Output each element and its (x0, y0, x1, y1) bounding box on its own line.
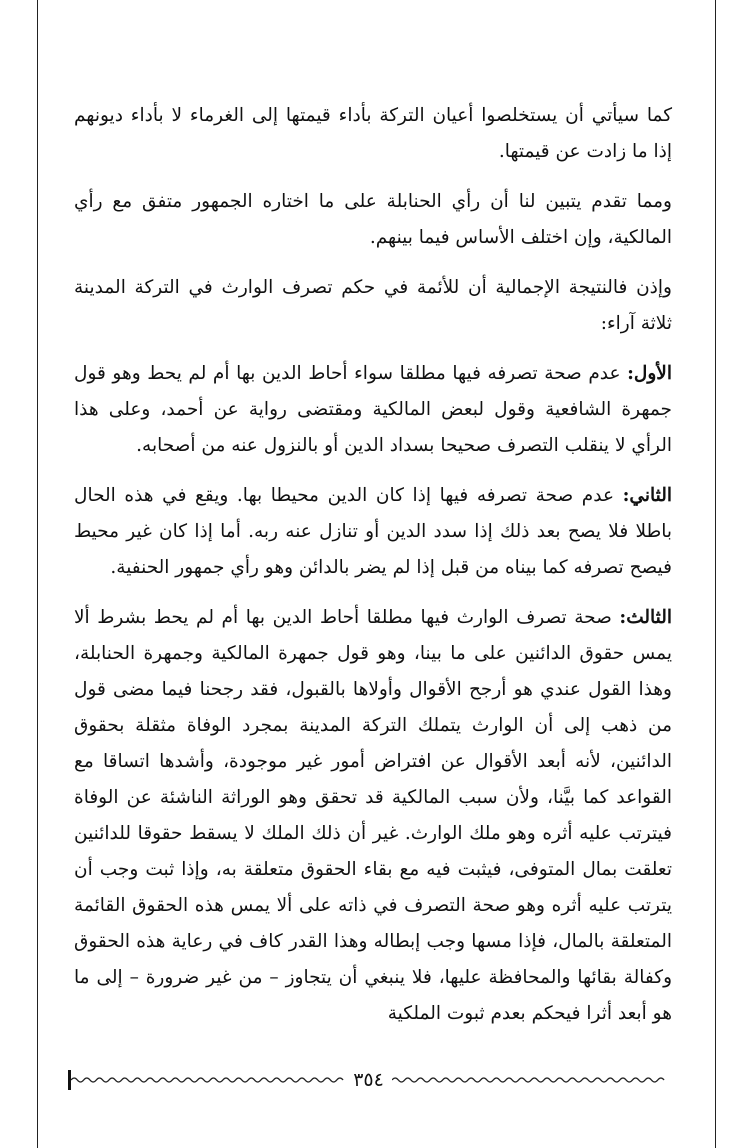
paragraph-opinion-3 (74, 600, 672, 1032)
body-text (74, 98, 672, 1032)
footer-wave-right (392, 1075, 666, 1085)
paragraph-text: عدم صحة تصرفه فيها إذا كان الدين محيطا بها. ويقع في هذه الحال باطلا فلا يصح بعد ذلك إذا سدد الدين أو تنازل عنه ربه. أما إذا كان غير محيط فيصح تصرفه كما بيناه من قبل إذا لم يضر بالدائن وهو رأي جمهور الحنفية. (74, 485, 672, 578)
paragraph-1 (74, 98, 672, 170)
paragraph-2 (74, 184, 672, 256)
footer-wave-left (71, 1075, 345, 1085)
paragraph-opinion-1 (74, 356, 672, 464)
paragraph-text: وإذن فالنتيجة الإجمالية أن للأئمة في حكم تصرف الوارث في التركة المدينة ثلاثة آراء: (74, 277, 672, 334)
opinion-label: الثالث: (619, 607, 672, 628)
paragraph-opinion-2 (74, 478, 672, 586)
paragraph-3 (74, 270, 672, 342)
opinion-label: الثاني: (622, 485, 672, 506)
opinion-label: الأول: (627, 363, 672, 384)
paragraph-text: كما سيأتي أن يستخلصوا أعيان التركة بأداء قيمتها إلى الغرماء لا بأداء ديونهم إذا ما زادت عن قيمتها. (74, 105, 672, 162)
paragraph-text: صحة تصرف الوارث فيها مطلقا أحاط الدين بها أم لم يحط بشرط ألا يمس حقوق الدائنين على ما بينا، وهو قول جمهرة المالكية وجمهرة الحنابلة، وهذا القول عندي هو أرجح الأقوال وأولاها بالقبول، فقد رجحنا فيما مضى قول من ذهب إلى أن الوارث يتملك التركة المدينة بمجرد الوفاة مثقلة بحقوق الدائنين، لأنه أبعد الأقوال عن افتراض أمور غير موجودة، وأشدها اتساقا مع القواعد كما بيَّنا، ولأن سبب المالكية قد تحقق وهو الوراثة الناشئة عن الوفاة فيترتب عليه أثره وهو ملك الوارث. غير أن ذلك الملك لا يسقط حقوقا للدائنين تعلقت بمال المتوفى، فيثبت فيه مع بقاء الحقوق متعلقة به، وإذا ثبت وجب أن يترتب عليه أثره وهو صحة التصرف في ذاته على ألا يمس هذه الحقوق القائمة المتعلقة بالمال، فإذا مسها وجب إبطاله وهذا القدر كاف في رعاية هذه الحقوق وكفالة بقائها والمحافظة عليها، فلا ينبغي أن يتجاوز – من غير ضرورة – إلى ما هو أبعد أثرا فيحكم بعدم ثبوت الملكية (74, 607, 672, 1024)
page-footer (66, 1066, 666, 1094)
page-number: ٣٥٤ (353, 1069, 384, 1091)
paragraph-text: عدم صحة تصرفه فيها مطلقا سواء أحاط الدين بها أم لم يحط وهو قول جمهرة الشافعية وقول لبعض المالكية ومقتضى رواية عن أحمد، وعلى هذا الرأي لا ينقلب التصرف صحيحا بسداد الدين أو بالنزول عنه من أصحابه. (74, 363, 672, 456)
paragraph-text: ومما تقدم يتبين لنا أن رأي الحنابلة على ما اختاره الجمهور متفق مع رأي المالكية، وإن اختلف الأساس فيما بينهم. (74, 191, 672, 248)
